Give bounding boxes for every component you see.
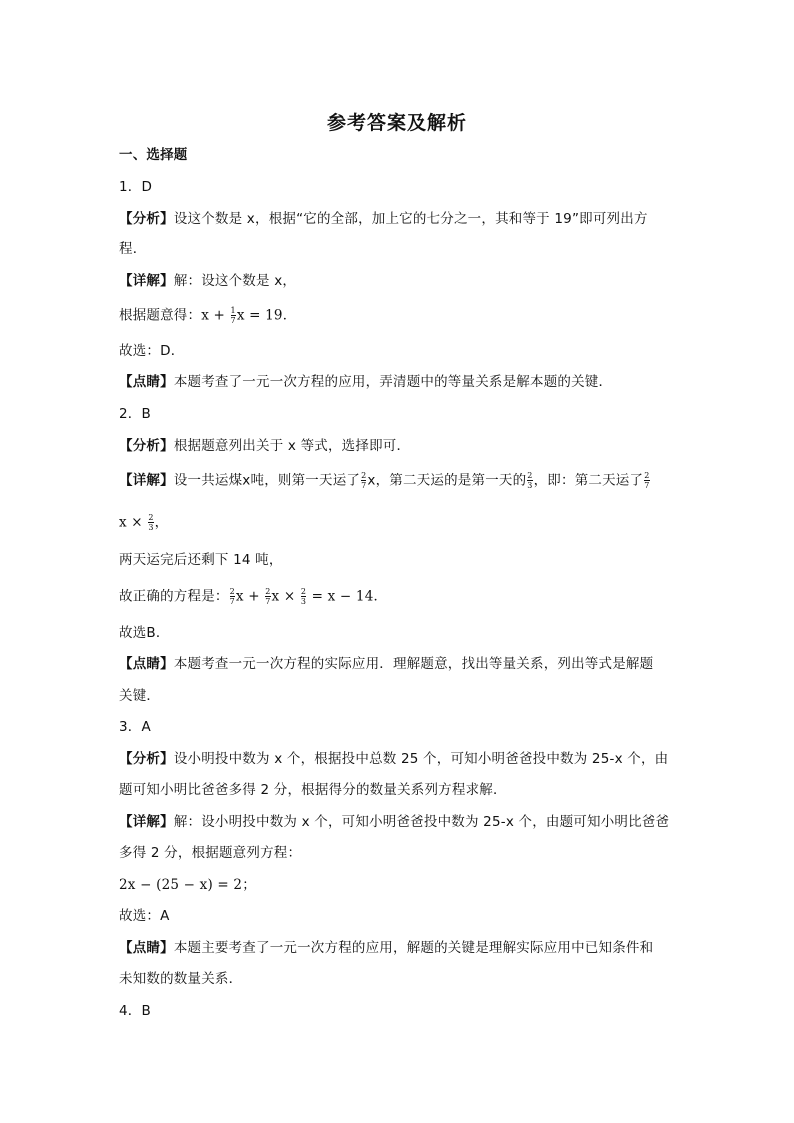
q3-analysis-line-1: [119, 750, 668, 768]
q2-e1-den: 7: [229, 597, 235, 606]
q2-f3-den: 7: [644, 481, 650, 490]
q2-number: 2．B: [119, 406, 151, 422]
q1-detail-line-1: [119, 272, 296, 290]
q2-equation-line: [119, 587, 387, 606]
q3-detail-line-2: 多得 2 分，根据题意列方程：: [119, 845, 302, 861]
q2-analysis-tag: 【分析】: [119, 438, 174, 454]
q1-equation-line: [119, 306, 296, 325]
q2-f2-num: 2: [527, 471, 533, 480]
q1-analysis-line-2: 程．: [119, 241, 147, 257]
q1-analysis-tag: 【分析】: [119, 211, 174, 227]
q2-e2-num: 2: [265, 587, 271, 596]
q2-fraction-4: [148, 513, 153, 532]
q3-analysis-text-1: 设小明投中数为 x 个，根据投中总数 25 个，可知小明爸爸投中数为 25-x 个，由: [173, 751, 669, 767]
q1-eq-prefix: 根据题意得：: [119, 307, 202, 324]
q2-comment-line-1: [119, 655, 653, 673]
q2-eq-b: x ×: [271, 588, 300, 605]
q2-detail-line-1: [119, 471, 651, 490]
q1-eq-part-a: x +: [201, 307, 230, 324]
q2-comment-tag: 【点睛】: [119, 656, 174, 672]
q2-detail-text-b: x，第二天运的是第一天的: [367, 472, 527, 489]
q1-frac-den: 7: [230, 316, 236, 325]
q2-detail-text-a: 设一共运煤x吨，则第一天运了: [173, 472, 361, 489]
q1-analysis-text: 设这个数是 x，根据“它的全部，加上它的七分之一，其和等于 19”即可列出方: [173, 211, 648, 227]
q2-fraction-3: [644, 471, 649, 490]
q2-f3-num: 2: [644, 471, 650, 480]
q2-f4-den: 3: [148, 523, 154, 532]
q2-detail-text-c: ，即：第二天运了: [533, 472, 644, 489]
q3-number: 3．A: [119, 719, 151, 735]
q2-e2-den: 7: [265, 597, 271, 606]
q2-comment-text-1: 本题考查一元一次方程的实际应用．理解题意，找出等量关系，列出等式是解题: [173, 656, 654, 672]
q2-eq-a: x +: [235, 588, 265, 605]
q3-detail-text-1: 解：设小明投中数为 x 个，可知小明爸爸投中数为 25-x 个，由题可知小明比爸爸: [173, 814, 670, 830]
q1-answer: 故选：D．: [119, 343, 185, 359]
q2-remain: 两天运完后还剩下 14 吨，: [119, 552, 283, 568]
q3-comment-line-1: [119, 939, 653, 957]
q2-line2-b: ，: [154, 514, 169, 531]
q2-f4-num: 2: [148, 513, 154, 522]
q1-comment-tag: 【点睛】: [119, 374, 174, 390]
q2-f1-num: 2: [361, 471, 367, 480]
q1-detail-tag: 【详解】: [119, 273, 174, 289]
q3-answer: 故选：A: [119, 908, 170, 924]
q3-analysis-tag: 【分析】: [119, 751, 174, 767]
q3-comment-line-2: 未知数的数量关系．: [119, 971, 243, 987]
q3-comment-text-1: 本题主要考查了一元一次方程的应用，解题的关键是理解实际应用中已知条件和: [173, 940, 654, 956]
q1-frac-num: 1: [230, 306, 236, 315]
q2-fraction-1: [361, 471, 366, 490]
q2-f2-den: 3: [527, 481, 533, 490]
q1-eq-part-b: x = 19．: [236, 307, 297, 324]
q3-analysis-line-2: 题可知小明比爸爸多得 2 分，根据得分的数量关系列方程求解．: [119, 782, 507, 798]
q2-answer: 故选B．: [119, 625, 170, 641]
q4-number: 4．B: [119, 1003, 151, 1019]
q2-e1-num: 2: [229, 587, 235, 596]
q3-equation: 2x − (25 − x) = 2；: [119, 877, 256, 893]
q2-eq-prefix: 故正确的方程是：: [119, 588, 229, 605]
q2-detail-line-2: [119, 513, 168, 532]
q2-e3-den: 3: [300, 597, 307, 606]
q2-e3-num: 2: [300, 587, 307, 596]
q1-comment-line: [119, 373, 612, 391]
q2-detail-tag: 【详解】: [119, 472, 174, 489]
q2-line2-a: x ×: [119, 514, 148, 531]
q1-analysis-line-1: [119, 210, 648, 228]
q1-comment-text: 本题考查了一元一次方程的应用，弄清题中的等量关系是解本题的关键．: [173, 374, 613, 390]
q1-fraction: [231, 306, 236, 325]
page-title: 参考答案及解析: [326, 112, 467, 134]
q3-detail-line-1: [119, 813, 669, 831]
q2-analysis-text: 根据题意列出关于 x 等式，选择即可．: [173, 438, 411, 454]
q2-eq-fraction-1: [230, 587, 235, 606]
section-heading: 一、选择题: [119, 147, 188, 163]
q3-detail-tag: 【详解】: [119, 814, 174, 830]
q2-comment-line-2: 关键．: [119, 688, 161, 704]
q2-eq-fraction-3: [301, 587, 306, 606]
q2-f1-den: 7: [361, 481, 367, 490]
q3-comment-tag: 【点睛】: [119, 940, 174, 956]
q2-fraction-2: [527, 471, 532, 490]
q2-eq-fraction-2: [265, 587, 270, 606]
q1-number: 1．D: [119, 179, 153, 195]
q2-eq-c: = x − 14．: [307, 588, 388, 605]
q1-detail-text: 解：设这个数是 x，: [173, 273, 297, 289]
q2-analysis-line: [119, 437, 410, 455]
